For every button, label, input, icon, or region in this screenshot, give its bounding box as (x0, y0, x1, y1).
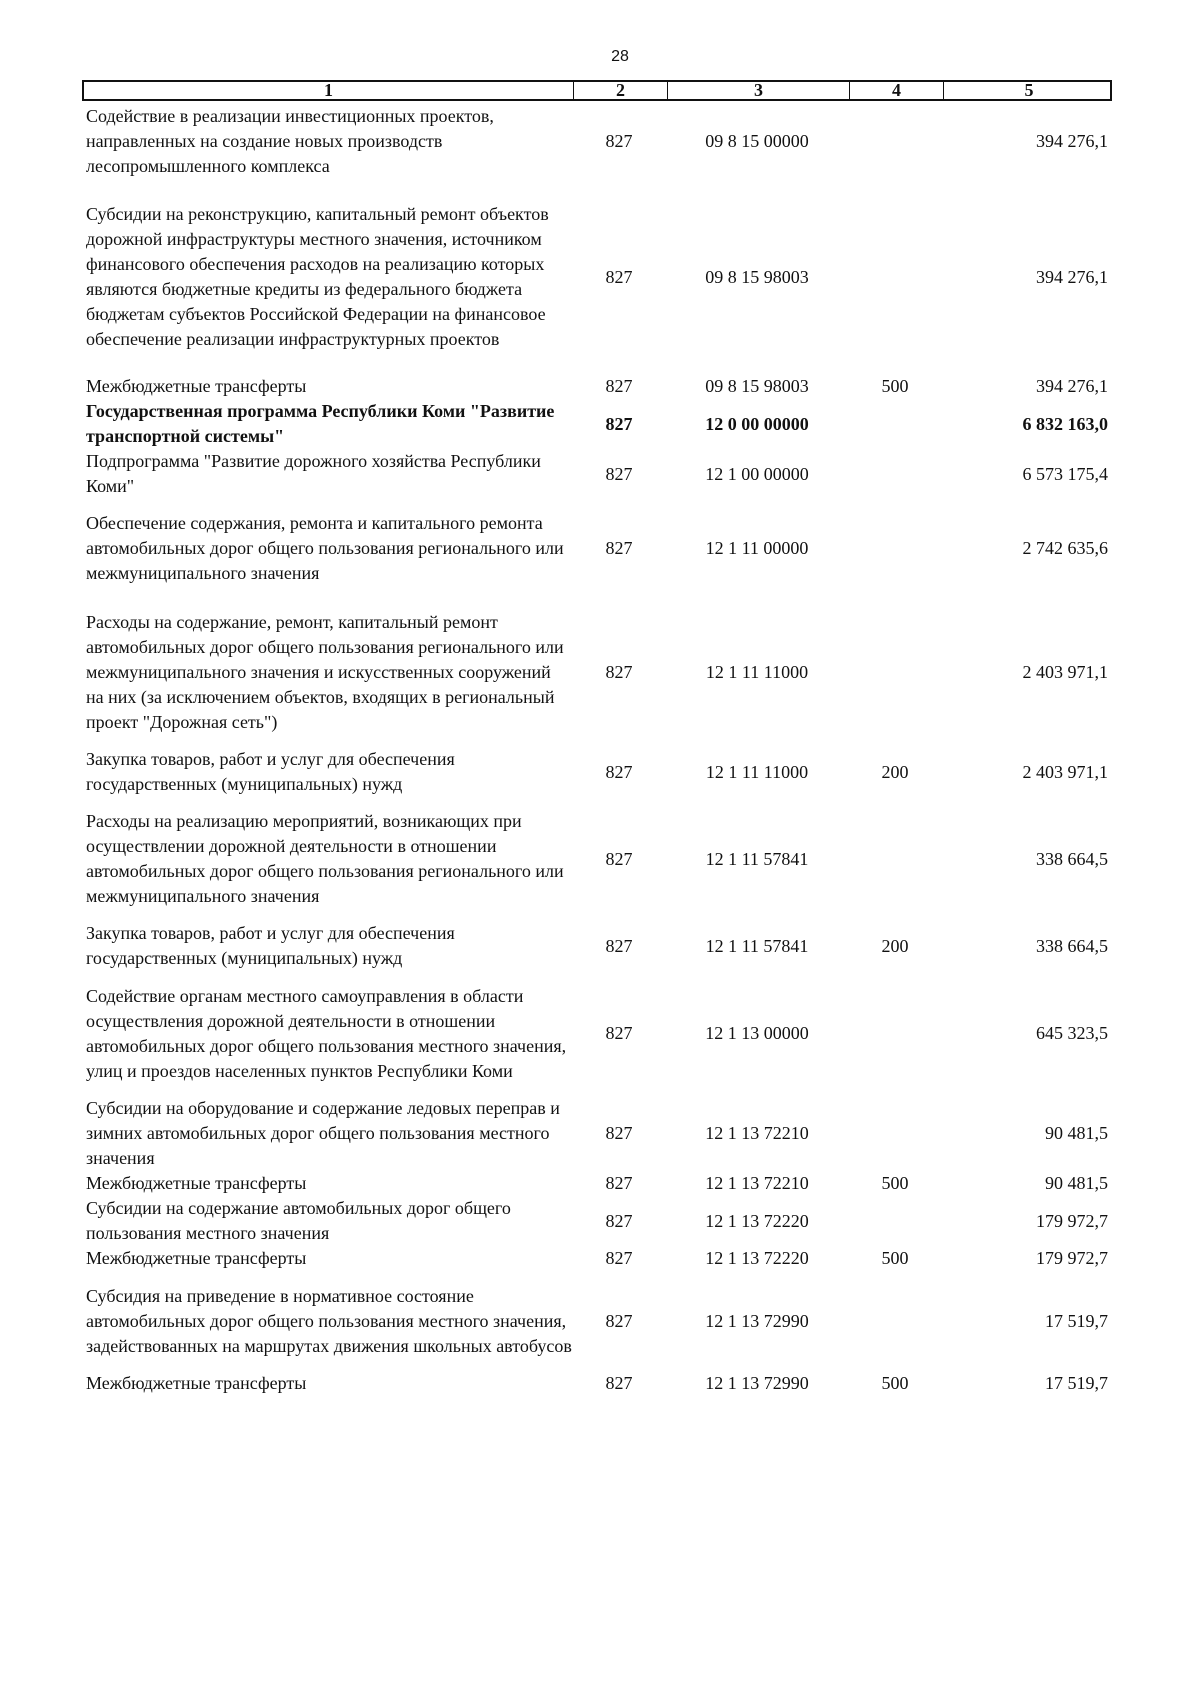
row-description: Содействие органам местного самоуправления в области осуществления дорожной деятельности в отношении автомобильных дорог общего пользования местного значения, улиц и проездов населенных пунктов Республики Коми (86, 985, 567, 1081)
row-col-5: 394 276,1 (1036, 131, 1108, 151)
row-description: Субсидии на оборудование и содержание ледовых переправ и зимних автомобильных дорог общего пользования местного значения (86, 1098, 560, 1168)
row-col-5: 2 403 971,1 (1022, 661, 1108, 682)
row-col-5: 338 664,5 (1036, 848, 1108, 869)
row-col-2: 827 (605, 463, 633, 484)
row-col-3: 12 1 11 11000 (705, 761, 809, 782)
row-col-2: 827 (605, 935, 633, 956)
row-col-5: 90 481,5 (1045, 1173, 1108, 1193)
row-description: Субсидии на реконструкцию, капитальный ремонт объектов дорожной инфраструктуры местного значения, источником финансового обеспечения расходов на реализацию которых являются бюджетные кредиты из федерального бюджета бюджетам субъектов Российской Федерации на финансовое обеспечение реализации инфраструктурных проектов (86, 204, 549, 349)
row-col-2: 827 (605, 1248, 633, 1268)
row-description: Межбюджетные трансферты (86, 1248, 307, 1268)
table-row (82, 921, 1112, 971)
table-row (82, 1371, 1112, 1396)
row-description: Расходы на содержание, ремонт, капитальный ремонт автомобильных дорог общего пользования регионального или межмуниципального значения и искусственных сооружений на них (за исключением объектов, входящих в региональный проект "Дорожная сеть") (86, 611, 564, 732)
row-col-5: 17 519,7 (1045, 1373, 1108, 1393)
row-col-3: 12 1 13 72220 (705, 1210, 809, 1231)
row-description: Закупка товаров, работ и услуг для обеспечения государственных (муниципальных) нужд (86, 923, 455, 968)
header-col-2: 2 (574, 82, 668, 99)
table-row (82, 1246, 1112, 1271)
row-description: Закупка товаров, работ и услуг для обеспечения государственных (муниципальных) нужд (86, 749, 455, 794)
row-description: Субсидии на содержание автомобильных дорог общего пользования местного значения (86, 1198, 511, 1243)
row-col-3: 12 1 13 00000 (705, 1023, 809, 1043)
row-col-3: 12 1 13 72990 (705, 1310, 809, 1331)
row-col-5: 2 403 971,1 (1022, 761, 1108, 782)
row-col-5: 2 742 635,6 (1022, 538, 1108, 558)
row-description: Межбюджетные трансферты (86, 376, 307, 396)
row-col-2: 827 (605, 266, 633, 287)
page-number: 28 (611, 48, 629, 65)
row-col-4: 500 (881, 1173, 909, 1193)
row-col-4: 200 (881, 935, 909, 956)
row-col-3: 09 8 15 00000 (705, 131, 809, 151)
row-col-3: 12 1 11 57841 (705, 848, 809, 869)
row-col-3: 09 8 15 98003 (705, 266, 809, 287)
row-col-2: 827 (605, 538, 633, 558)
header-col-3: 3 (668, 82, 850, 99)
row-col-4: 500 (881, 1373, 909, 1393)
row-col-2: 827 (605, 1023, 633, 1043)
row-col-2: 827 (605, 376, 633, 396)
table-row (82, 1196, 1112, 1246)
row-col-2: 827 (605, 848, 633, 869)
table-row (82, 1096, 1112, 1171)
table-row (82, 190, 1112, 364)
row-col-5: 179 972,7 (1036, 1248, 1108, 1268)
row-col-3: 12 1 13 72990 (705, 1373, 809, 1393)
row-col-4: 500 (881, 1248, 909, 1268)
table-row (82, 511, 1112, 585)
table-row (82, 449, 1112, 499)
row-col-3: 09 8 15 98003 (705, 376, 809, 396)
table-row (82, 1171, 1112, 1196)
row-col-2: 827 (605, 761, 633, 782)
row-col-5: 90 481,5 (1045, 1123, 1108, 1143)
row-col-5: 6 832 163,0 (1022, 413, 1108, 434)
row-col-3: 12 1 11 11000 (705, 661, 809, 682)
row-col-2: 827 (605, 1173, 633, 1193)
row-col-2: 827 (605, 1310, 633, 1331)
header-col-5: 5 (1024, 80, 1034, 100)
row-col-3: 12 1 13 72210 (705, 1173, 809, 1193)
row-description: Содействие в реализации инвестиционных проектов, направленных на создание новых производств лесопромышленного комплекса (86, 106, 494, 176)
row-description: Межбюджетные трансферты (86, 1373, 307, 1393)
row-col-5: 338 664,5 (1036, 935, 1108, 956)
row-description: Обеспечение содержания, ремонта и капитального ремонта автомобильных дорог общего пользования регионального или межмуниципального значения (86, 513, 564, 583)
row-col-3: 12 1 13 72220 (705, 1248, 809, 1268)
row-description: Государственная программа Республики Коми "Развитие транспортной системы" (86, 401, 555, 446)
row-description: Межбюджетные трансферты (86, 1173, 307, 1193)
table-row (82, 1271, 1112, 1371)
header-col-1: 1 (84, 82, 574, 99)
row-col-2: 827 (605, 1210, 633, 1231)
row-col-5: 394 276,1 (1036, 266, 1108, 287)
row-col-3: 12 1 00 00000 (705, 463, 809, 484)
table-row (82, 399, 1112, 449)
table-row (82, 747, 1112, 797)
table-header (82, 80, 1112, 101)
table-row (82, 809, 1112, 909)
row-description: Расходы на реализацию мероприятий, возникающих при осуществлении дорожной деятельности в отношении автомобильных дорог общего пользования регионального или межмуниципального значения (86, 811, 564, 906)
row-col-2: 827 (605, 1373, 633, 1393)
budget-table (82, 80, 1112, 1396)
row-col-2: 827 (605, 661, 633, 682)
row-col-5: 6 573 175,4 (1022, 463, 1108, 484)
table-row (82, 971, 1112, 1096)
table-row (82, 374, 1112, 399)
row-col-3: 12 0 00 00000 (705, 413, 809, 434)
header-col-4: 4 (850, 82, 944, 99)
row-col-3: 12 1 11 57841 (705, 935, 809, 956)
row-col-2: 827 (605, 413, 633, 434)
table-row (82, 597, 1112, 747)
row-col-5: 394 276,1 (1036, 376, 1108, 396)
row-col-3: 12 1 13 72210 (705, 1123, 809, 1143)
row-col-5: 645 323,5 (1036, 1023, 1108, 1043)
row-description: Субсидия на приведение в нормативное состояние автомобильных дорог общего пользования местного значения, задействованных на маршрутах движения школьных автобусов (86, 1285, 572, 1356)
row-col-2: 827 (605, 1123, 633, 1143)
row-col-4: 500 (881, 376, 909, 396)
row-col-3: 12 1 11 00000 (705, 538, 809, 558)
row-col-5: 179 972,7 (1036, 1210, 1108, 1231)
table-row (82, 104, 1112, 178)
row-col-5: 17 519,7 (1045, 1310, 1108, 1331)
row-description: Подпрограмма "Развитие дорожного хозяйства Республики Коми" (86, 451, 541, 496)
row-col-2: 827 (605, 131, 633, 151)
row-col-4: 200 (881, 761, 909, 782)
